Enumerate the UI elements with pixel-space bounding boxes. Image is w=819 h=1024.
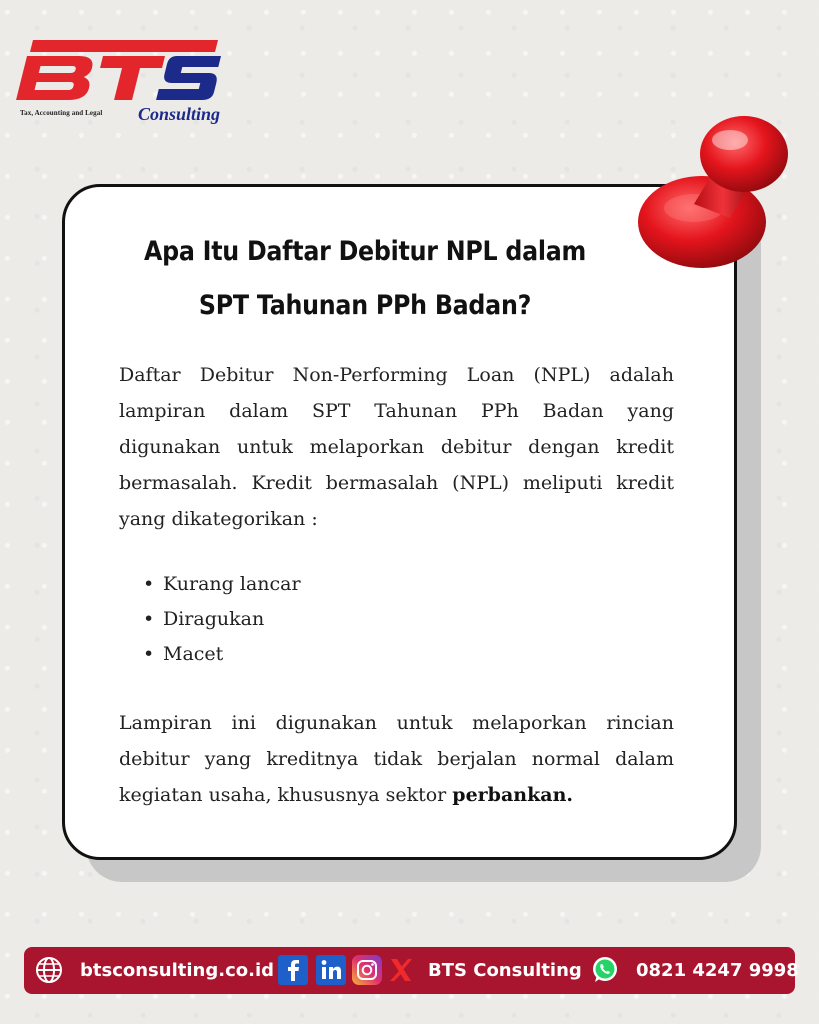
globe-icon <box>34 955 64 985</box>
linkedin-icon[interactable] <box>316 955 346 985</box>
intro-paragraph: Daftar Debitur Non-Performing Loan (NPL) adalah lampiran dalam SPT Tahunan PPh Badan yang digunakan untuk melaporkan debitur dengan kredit bermasalah. Kredit bermasalah (NPL) meliputi kredit yang dikategorikan : <box>119 364 674 530</box>
logo-consulting-text: Consulting <box>138 104 221 124</box>
npl-category-list <box>141 567 696 672</box>
logo-tagline: Tax, Accounting and Legal <box>20 109 103 117</box>
bts-logo-mark <box>14 36 224 108</box>
closing-bold-text: perbankan. <box>452 784 573 806</box>
social-name[interactable]: BTS Consulting <box>428 960 582 981</box>
phone-number[interactable]: 0821 4247 9998 <box>636 960 799 981</box>
title-line-2: SPT Tahunan PPh Badan? <box>198 290 532 321</box>
title-line-1: Apa Itu Daftar Debitur NPL dalam <box>143 236 587 267</box>
content-card <box>62 184 737 860</box>
whatsapp-icon[interactable] <box>590 955 620 985</box>
list-item: • Diragukan <box>141 602 696 637</box>
push-pin-icon <box>632 104 792 272</box>
closing-paragraph <box>119 705 674 813</box>
facebook-icon[interactable] <box>278 955 308 985</box>
x-icon[interactable] <box>386 955 416 985</box>
website-link[interactable]: btsconsulting.co.id <box>80 960 274 981</box>
footer-bar <box>24 947 799 994</box>
page-title <box>101 225 629 333</box>
closing-text: Lampiran ini digunakan untuk melaporkan rincian debitur yang kreditnya tidak berjalan normal dalam kegiatan usaha, khususnya sektor <box>119 712 674 806</box>
brand-logo <box>14 36 224 136</box>
list-item: • Kurang lancar <box>141 567 696 602</box>
list-item: • Macet <box>141 637 696 672</box>
instagram-icon[interactable] <box>352 955 382 985</box>
